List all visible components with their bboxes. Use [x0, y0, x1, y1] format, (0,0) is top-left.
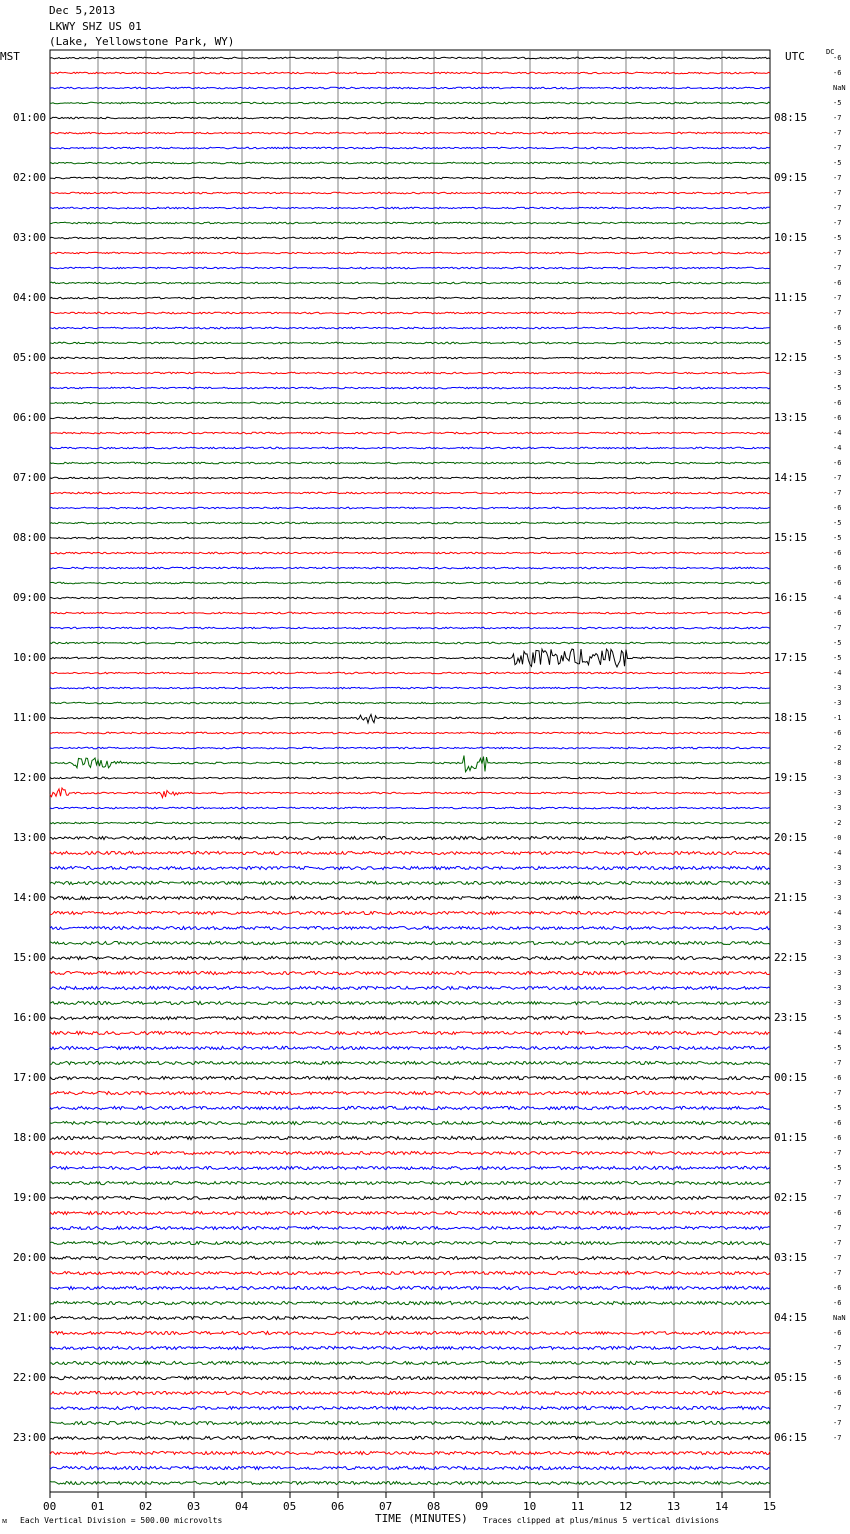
- dc-offset-label: -6: [833, 69, 842, 77]
- dc-offset-label: -7: [833, 1254, 842, 1262]
- dc-offset-label: -7: [833, 1194, 842, 1202]
- right-hour-label: 10:15: [774, 231, 808, 244]
- clip-note: Traces clipped at plus/minus 5 vertical divisions: [483, 1516, 720, 1525]
- dc-offset-label: -7: [833, 174, 842, 182]
- dc-offset-label: -3: [833, 369, 842, 377]
- seismic-trace: [50, 612, 770, 614]
- seismic-trace: [50, 896, 770, 899]
- seismic-trace: [50, 822, 770, 824]
- dc-offset-label: -7: [833, 1239, 842, 1247]
- dc-offset-label: -6: [833, 564, 842, 572]
- seismic-trace: [50, 117, 770, 119]
- seismic-trace: [50, 1331, 770, 1334]
- dc-offset-label: -3: [833, 894, 842, 902]
- dc-offset-label: -7: [833, 1419, 842, 1427]
- seismic-trace: [50, 672, 770, 674]
- seismic-trace: [50, 1106, 770, 1109]
- seismic-trace: [50, 714, 770, 723]
- seismic-trace: [50, 597, 770, 599]
- header-date: Dec 5,2013: [49, 4, 116, 17]
- seismic-trace: [50, 1211, 770, 1214]
- seismic-trace: [50, 1481, 770, 1484]
- right-hour-label: 05:15: [774, 1371, 808, 1384]
- left-hour-label: 04:00: [13, 291, 47, 304]
- seismic-trace: [50, 1241, 770, 1244]
- dc-offset-label: -6: [833, 279, 842, 287]
- right-hour-label: 02:15: [774, 1191, 808, 1204]
- dc-offset-label: -4: [833, 444, 842, 452]
- dc-offset-label: -7: [833, 144, 842, 152]
- seismic-trace: [50, 1361, 770, 1364]
- seismic-trace: [50, 1316, 529, 1319]
- dc-offset-label: -7: [833, 1059, 842, 1067]
- left-hour-label: 14:00: [13, 891, 47, 904]
- dc-offset-label: -6: [833, 1284, 842, 1292]
- seismic-trace: [50, 1136, 770, 1139]
- dc-offset-label: -5: [833, 384, 842, 392]
- seismic-trace: [50, 1031, 770, 1034]
- seismic-trace: [50, 1271, 770, 1274]
- dc-offset-label: -5: [833, 1104, 842, 1112]
- seismic-trace: [50, 1076, 770, 1079]
- header-station: LKWY SHZ US 01: [49, 20, 142, 33]
- seismic-trace: [50, 986, 770, 989]
- seismic-trace: [50, 777, 770, 779]
- seismic-trace: [50, 552, 770, 554]
- seismic-trace: [50, 537, 770, 539]
- dc-offset-label: -6: [833, 729, 842, 737]
- seismic-trace: [50, 687, 770, 689]
- seismic-trace: [50, 788, 770, 798]
- dc-offset-label: -6: [833, 324, 842, 332]
- dc-offset-label: -7: [833, 129, 842, 137]
- dc-offset-label: -7: [833, 1179, 842, 1187]
- x-tick-label: 08: [427, 1500, 441, 1513]
- left-hour-label: 12:00: [13, 771, 47, 784]
- x-tick-label: 10: [523, 1500, 537, 1513]
- seismic-trace: [50, 649, 770, 667]
- dc-offset-label: -8: [833, 759, 842, 767]
- left-hour-label: 01:00: [13, 111, 47, 124]
- seismic-trace: [50, 447, 770, 449]
- seismic-trace: [50, 132, 770, 134]
- seismic-trace: [50, 567, 770, 569]
- corner-mark: ᴍ: [2, 1516, 8, 1525]
- seismic-trace: [50, 57, 770, 59]
- seismic-trace: [50, 1196, 770, 1199]
- seismic-trace: [50, 327, 770, 329]
- seismic-trace: [50, 1391, 770, 1394]
- dc-offset-label: -7: [833, 249, 842, 257]
- seismic-trace: [50, 747, 770, 749]
- seismic-trace: [50, 282, 770, 284]
- seismic-trace: [50, 372, 770, 374]
- left-hour-label: 09:00: [13, 591, 47, 604]
- x-tick-label: 13: [667, 1500, 681, 1513]
- dc-offset-label: -4: [833, 909, 842, 917]
- seismic-trace: [50, 1286, 770, 1289]
- seismic-trace: [50, 72, 770, 74]
- right-hour-label: 06:15: [774, 1431, 808, 1444]
- dc-offset-label: -3: [833, 699, 842, 707]
- dc-offset-label: -7: [833, 1149, 842, 1157]
- dc-offset-label: -6: [833, 1074, 842, 1082]
- dc-offset-label: -6: [833, 579, 842, 587]
- right-hour-label: 22:15: [774, 951, 808, 964]
- seismic-trace: [50, 147, 770, 149]
- right-hour-label: 21:15: [774, 891, 808, 904]
- right-hour-label: 20:15: [774, 831, 808, 844]
- seismic-trace: [50, 1151, 770, 1154]
- seismic-trace: [50, 432, 770, 434]
- dc-offset-label: -3: [833, 939, 842, 947]
- seismic-trace: [50, 1166, 770, 1169]
- left-hour-label: 18:00: [13, 1131, 47, 1144]
- left-hour-label: 02:00: [13, 171, 47, 184]
- seismic-trace: [50, 971, 770, 974]
- dc-offset-label: -7: [833, 1434, 842, 1442]
- seismic-trace: [50, 1406, 770, 1409]
- dc-offset-label: -5: [833, 354, 842, 362]
- dc-offset-label: -5: [833, 99, 842, 107]
- seismic-trace: [50, 836, 770, 839]
- left-hour-label: 10:00: [13, 651, 47, 664]
- seismic-trace: [50, 1256, 770, 1259]
- dc-offset-label: -7: [833, 114, 842, 122]
- dc-offset-label: -6: [833, 459, 842, 467]
- right-hour-label: 14:15: [774, 471, 808, 484]
- right-hour-label: 03:15: [774, 1251, 808, 1264]
- seismic-trace: [50, 956, 770, 959]
- dc-offset-label: -7: [833, 189, 842, 197]
- dc-offset-label: -6: [833, 1299, 842, 1307]
- seismic-trace: [50, 1061, 770, 1064]
- seismic-trace: [50, 1346, 770, 1349]
- dc-header: DC: [826, 48, 835, 56]
- left-hour-label: 16:00: [13, 1011, 47, 1024]
- dc-offset-label: -5: [833, 1044, 842, 1052]
- dc-offset-label: -5: [833, 1359, 842, 1367]
- dc-offset-label: -5: [833, 639, 842, 647]
- dc-offset-label: -6: [833, 399, 842, 407]
- x-tick-label: 01: [91, 1500, 105, 1513]
- left-timezone-label: MST: [0, 50, 20, 63]
- seismic-trace: [50, 627, 770, 629]
- seismic-trace: [50, 1016, 770, 1019]
- dc-offset-label: -3: [833, 879, 842, 887]
- x-tick-label: 00: [43, 1500, 57, 1513]
- right-hour-label: 23:15: [774, 1011, 808, 1024]
- left-hour-label: 17:00: [13, 1071, 47, 1084]
- dc-offset-label: -7: [833, 204, 842, 212]
- x-tick-label: 15: [763, 1500, 777, 1513]
- seismic-trace: [50, 462, 770, 464]
- seismic-trace: [50, 492, 770, 494]
- seismic-trace: [50, 807, 770, 809]
- right-hour-label: 08:15: [774, 111, 808, 124]
- dc-offset-label: -7: [833, 264, 842, 272]
- seismic-trace: [50, 911, 770, 914]
- x-tick-label: 04: [235, 1500, 249, 1513]
- seismic-trace: [50, 417, 770, 419]
- dc-offset-label: -4: [833, 849, 842, 857]
- dc-offset-label: -5: [833, 1164, 842, 1172]
- dc-offset-label: -3: [833, 684, 842, 692]
- x-tick-label: 12: [619, 1500, 633, 1513]
- seismic-trace: [50, 1421, 770, 1424]
- seismic-trace: [50, 1226, 770, 1229]
- plot-frame: [50, 50, 770, 1492]
- seismic-trace: [50, 507, 770, 509]
- right-hour-label: 15:15: [774, 531, 808, 544]
- dc-offset-label: -6: [833, 54, 842, 62]
- seismic-trace: [50, 851, 770, 854]
- seismic-trace: [50, 1376, 770, 1379]
- seismic-trace: [50, 357, 770, 359]
- left-hour-label: 07:00: [13, 471, 47, 484]
- seismic-trace: [50, 177, 770, 179]
- left-hour-label: 11:00: [13, 711, 47, 724]
- dc-offset-label: -7: [833, 294, 842, 302]
- seismic-trace: [50, 162, 770, 164]
- dc-offset-label: -5: [833, 654, 842, 662]
- left-hour-label: 21:00: [13, 1311, 47, 1324]
- x-tick-label: 02: [139, 1500, 153, 1513]
- dc-offset-label: -4: [833, 669, 842, 677]
- seismic-trace: [50, 252, 770, 254]
- dc-offset-label: -7: [833, 1224, 842, 1232]
- dc-offset-label: -6: [833, 504, 842, 512]
- seismic-trace: [50, 941, 770, 944]
- dc-offset-label: -7: [833, 1404, 842, 1412]
- seismic-trace: [50, 866, 770, 869]
- division-note: Each Vertical Division = 500.00 microvolts: [20, 1516, 223, 1525]
- seismic-trace: [50, 387, 770, 389]
- seismic-trace: [50, 207, 770, 209]
- dc-offset-label: -7: [833, 489, 842, 497]
- dc-offset-label: -4: [833, 1029, 842, 1037]
- left-hour-label: 15:00: [13, 951, 47, 964]
- dc-offset-label: -5: [833, 1014, 842, 1022]
- left-hour-label: 23:00: [13, 1431, 47, 1444]
- seismic-trace: [50, 87, 770, 89]
- dc-offset-label: -3: [833, 804, 842, 812]
- x-tick-label: 06: [331, 1500, 345, 1513]
- left-hour-label: 20:00: [13, 1251, 47, 1264]
- seismic-trace: [50, 267, 770, 269]
- dc-offset-label: -7: [833, 1269, 842, 1277]
- dc-offset-label: -5: [833, 534, 842, 542]
- seismic-trace: [50, 1181, 770, 1184]
- dc-offset-label: NaN: [833, 1314, 846, 1322]
- x-tick-label: 05: [283, 1500, 297, 1513]
- seismic-trace: [50, 477, 770, 479]
- seismic-trace: [50, 732, 770, 734]
- right-hour-label: 19:15: [774, 771, 808, 784]
- seismic-trace: [50, 102, 770, 104]
- left-hour-label: 22:00: [13, 1371, 47, 1384]
- dc-offset-label: -4: [833, 594, 842, 602]
- dc-offset-label: -1: [833, 714, 842, 722]
- dc-offset-label: -6: [833, 1374, 842, 1382]
- left-hour-label: 06:00: [13, 411, 47, 424]
- dc-offset-label: -3: [833, 954, 842, 962]
- dc-offset-label: -6: [833, 1389, 842, 1397]
- x-tick-label: 07: [379, 1500, 393, 1513]
- dc-offset-label: -3: [833, 789, 842, 797]
- right-hour-label: 11:15: [774, 291, 808, 304]
- right-timezone-label: UTC: [785, 50, 805, 63]
- right-hour-label: 04:15: [774, 1311, 808, 1324]
- seismic-trace: [50, 1451, 770, 1454]
- x-axis-title: TIME (MINUTES): [375, 1512, 468, 1525]
- right-hour-label: 00:15: [774, 1071, 808, 1084]
- seismic-trace: [50, 1121, 770, 1124]
- dc-offset-label: -0: [833, 834, 842, 842]
- header-location: (Lake, Yellowstone Park, WY): [49, 35, 235, 48]
- seismic-trace: [50, 192, 770, 194]
- seismic-trace: [50, 702, 770, 704]
- seismic-trace: [50, 222, 770, 224]
- dc-offset-label: -5: [833, 339, 842, 347]
- right-hour-label: 09:15: [774, 171, 808, 184]
- dc-offset-label: -2: [833, 819, 842, 827]
- right-hour-label: 17:15: [774, 651, 808, 664]
- dc-offset-label: -7: [833, 624, 842, 632]
- left-hour-label: 19:00: [13, 1191, 47, 1204]
- right-hour-label: 13:15: [774, 411, 808, 424]
- seismic-trace: [50, 642, 770, 644]
- right-hour-label: 01:15: [774, 1131, 808, 1144]
- seismic-trace: [50, 1301, 770, 1304]
- dc-offset-label: -6: [833, 414, 842, 422]
- dc-offset-label: -5: [833, 234, 842, 242]
- dc-offset-label: -3: [833, 774, 842, 782]
- seismic-trace: [50, 756, 770, 772]
- dc-offset-label: -6: [833, 549, 842, 557]
- dc-offset-label: -6: [833, 1134, 842, 1142]
- seismic-trace: [50, 402, 770, 404]
- dc-offset-label: -7: [833, 1344, 842, 1352]
- dc-offset-label: -5: [833, 159, 842, 167]
- dc-offset-label: NaN: [833, 84, 846, 92]
- left-hour-label: 03:00: [13, 231, 47, 244]
- dc-offset-label: -6: [833, 609, 842, 617]
- dc-offset-label: -3: [833, 924, 842, 932]
- dc-offset-label: -6: [833, 1119, 842, 1127]
- seismic-trace: [50, 1046, 770, 1049]
- x-tick-label: 03: [187, 1500, 201, 1513]
- seismic-trace: [50, 1466, 770, 1469]
- dc-offset-label: -6: [833, 1209, 842, 1217]
- right-hour-label: 12:15: [774, 351, 808, 364]
- seismic-trace: [50, 881, 770, 884]
- x-tick-label: 11: [571, 1500, 585, 1513]
- dc-offset-label: -7: [833, 474, 842, 482]
- dc-offset-label: -3: [833, 999, 842, 1007]
- dc-offset-label: -6: [833, 1329, 842, 1337]
- seismic-trace: [50, 1001, 770, 1004]
- right-hour-label: 16:15: [774, 591, 808, 604]
- dc-offset-label: -5: [833, 519, 842, 527]
- dc-offset-label: -7: [833, 219, 842, 227]
- seismic-trace: [50, 582, 770, 584]
- dc-offset-label: -4: [833, 429, 842, 437]
- dc-offset-label: -7: [833, 309, 842, 317]
- seismic-trace: [50, 1436, 770, 1439]
- seismic-trace: [50, 312, 770, 314]
- left-hour-label: 13:00: [13, 831, 47, 844]
- seismic-trace: [50, 1091, 770, 1094]
- dc-offset-label: -7: [833, 1089, 842, 1097]
- x-tick-label: 09: [475, 1500, 489, 1513]
- seismic-trace: [50, 926, 770, 929]
- seismic-trace: [50, 297, 770, 299]
- seismic-trace: [50, 237, 770, 239]
- seismic-trace: [50, 342, 770, 344]
- dc-offset-label: -3: [833, 969, 842, 977]
- dc-offset-label: -3: [833, 984, 842, 992]
- seismic-trace: [50, 522, 770, 524]
- left-hour-label: 05:00: [13, 351, 47, 364]
- x-tick-label: 14: [715, 1500, 729, 1513]
- left-hour-label: 08:00: [13, 531, 47, 544]
- dc-offset-label: -3: [833, 864, 842, 872]
- right-hour-label: 18:15: [774, 711, 808, 724]
- dc-offset-label: -2: [833, 744, 842, 752]
